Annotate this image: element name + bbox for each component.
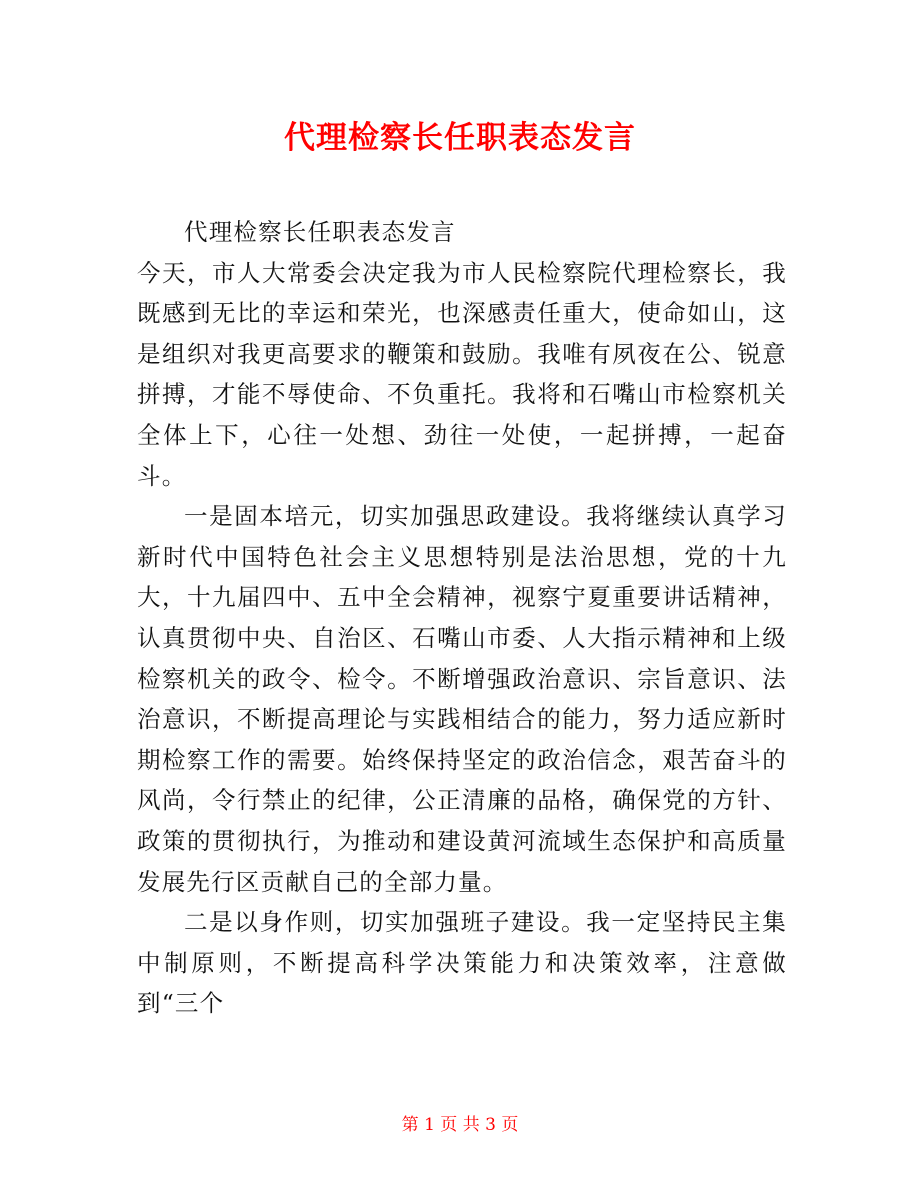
document-body xyxy=(137,212,787,1024)
paragraph-point-one: 一是固本培元，切实加强思政建设。我将继续认真学习新时代中国特色社会主义思想特别是法治思想，党的十九大，十九届四中、五中全会精神，视察宁夏重要讲话精神，认真贯彻中央、自治区、石嘴山市委、人大指示精神和上级检察机关的政令、检令。不断增强政治意识、宗旨意识、法治意识，不断提高理论与实践相结合的能力，努力适应新时期检察工作的需要。始终保持坚定的政治信念，艰苦奋斗的风尚，令行禁止的纪律，公正清廉的品格，确保党的方针、政策的贯彻执行，为推动和建设黄河流域生态保护和高质量发展先行区贡献自己的全部力量。 xyxy=(137,502,787,896)
document-title: 代理检察长任职表态发言 xyxy=(284,120,636,156)
paragraph-point-two: 二是以身作则，切实加强班子建设。我一定坚持民主集中制原则，不断提高科学决策能力和决策效率，注意做到“三个 xyxy=(137,908,787,1018)
paragraph-intro: 今天，市人大常委会决定我为市人民检察院代理检察长，我既感到无比的幸运和荣光，也深感责任重大，使命如山，这是组织对我更高要求的鞭策和鼓励。我唯有夙夜在公、锐意拼搏，才能不辱使命、不负重托。我将和石嘴山市检察机关全体上下，心往一处想、劲往一处使，一起拼搏，一起奋斗。 xyxy=(137,258,787,490)
paragraph-heading: 代理检察长任职表态发言 xyxy=(184,218,456,246)
page-number-footer: 第 1 页 共 3 页 xyxy=(401,1115,519,1135)
